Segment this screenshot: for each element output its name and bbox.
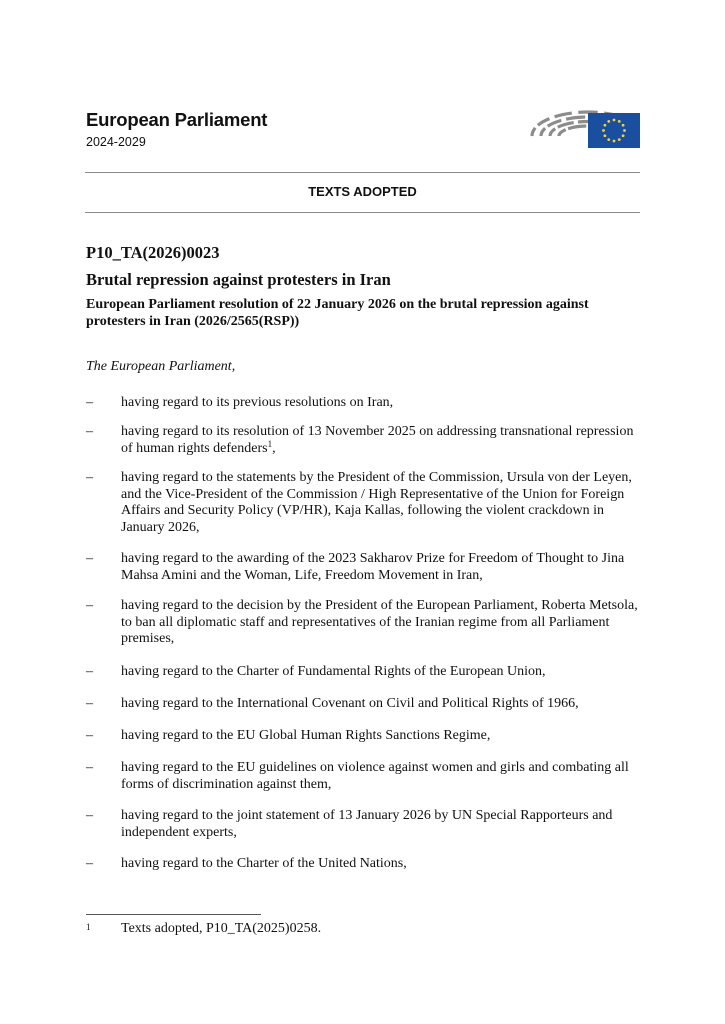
footnote-separator — [86, 914, 261, 915]
hemicycle-arc — [550, 129, 555, 136]
footnote-text: Texts adopted, P10_TA(2025)0258. — [121, 921, 322, 936]
eu-star — [607, 120, 610, 123]
footnote-number: 1 — [86, 922, 91, 932]
eu-star — [623, 129, 626, 132]
dash-bullet: – — [86, 598, 93, 613]
document-title: Brutal repression against protesters in Iran — [86, 270, 391, 289]
hemicycle-arc — [532, 128, 535, 136]
hemicycle-arc — [538, 119, 550, 126]
dash-bullet: – — [86, 856, 93, 871]
citation-item — [86, 808, 646, 841]
institution-name: European Parliament — [86, 109, 268, 130]
citation-item — [86, 760, 646, 793]
citation-item — [86, 424, 646, 457]
dash-bullet: – — [86, 664, 93, 679]
citation-text: having regard to the awarding of the 2023 Sakharov Prize for Freedom of Thought to Jina Mahsa Amini and the Woman, Life, Freedom Movement in Iran, — [121, 551, 625, 583]
citation-text: having regard to the statements by the President of the Commission, Ursula von der Leyen, and the Vice-President of the Commission / High Representative of the Union for Foreign Affairs and Security Policy (VP/HR), Kaja Kallas, following the violent crackdown in January 2026, — [121, 470, 632, 536]
eu-star — [613, 140, 616, 143]
citation-item — [86, 551, 646, 584]
hemicycle-arc — [568, 126, 586, 129]
dash-bullet: – — [86, 728, 93, 743]
citation-item — [86, 856, 646, 873]
dash-bullet: – — [86, 395, 93, 410]
eu-star — [613, 119, 616, 122]
eu-star — [622, 134, 625, 137]
document-type-heading: TEXTS ADOPTED — [308, 184, 417, 199]
dash-bullet: – — [86, 808, 93, 823]
eu-star — [604, 134, 607, 137]
european-parliament-logo — [526, 84, 640, 150]
dash-bullet: – — [86, 424, 93, 439]
eu-star — [604, 124, 607, 127]
dash-bullet: – — [86, 551, 93, 566]
citation-text: having regard to the Charter of the United Nations, — [121, 856, 407, 871]
citation-item — [86, 728, 646, 745]
dash-bullet: – — [86, 760, 93, 775]
citation-item — [86, 470, 646, 537]
citation-text — [121, 424, 646, 457]
preamble: The European Parliament, — [86, 359, 236, 374]
citation-text: having regard to its previous resolutions on Iran, — [121, 395, 394, 410]
hemicycle-arc — [566, 117, 585, 119]
document-reference: P10_TA(2026)0023 — [86, 243, 220, 262]
eu-star — [618, 138, 621, 141]
citation-item — [86, 696, 646, 713]
eu-star — [607, 138, 610, 141]
citation-text: having regard to the EU Global Human Rights Sanctions Regime, — [121, 728, 491, 743]
eu-star — [622, 124, 625, 127]
header-bottom-rule — [85, 212, 640, 213]
citation-item — [86, 598, 646, 648]
dash-bullet: – — [86, 696, 93, 711]
citation-punctuation: , — [272, 440, 276, 456]
hemicycle-arc — [555, 113, 572, 117]
eu-star — [618, 120, 621, 123]
citation-text: having regard to the joint statement of 13 January 2026 by UN Special Rapporteurs and independent experts, — [121, 808, 613, 840]
citation-text: having regard to the EU guidelines on violence against women and girls and combating all forms of discrimination against them, — [121, 760, 629, 792]
citation-text: having regard to the decision by the President of the European Parliament, Roberta Metsola, to ban all diplomatic staff and representatives of the Iranian regime from all Parliament premises, — [121, 598, 638, 647]
eu-star — [602, 129, 605, 132]
eu-flag-icon — [588, 113, 640, 148]
header-top-rule — [85, 172, 640, 173]
citation-body: having regard to its resolution of 13 November 2025 on addressing transnational repression of human rights defenders — [121, 424, 634, 456]
citation-text: having regard to the International Covenant on Civil and Political Rights of 1966, — [121, 696, 579, 711]
dash-bullet: – — [86, 470, 93, 485]
parliamentary-term: 2024-2029 — [86, 135, 146, 149]
footnote-reference[interactable]: 1 — [267, 438, 273, 449]
citation-text: having regard to the Charter of Fundamental Rights of the European Union, — [121, 664, 546, 679]
hemicycle-arc — [559, 130, 566, 136]
citation-item — [86, 395, 646, 412]
citation-item — [86, 664, 646, 681]
hemicycle-arc — [541, 128, 545, 136]
document-subtitle: European Parliament resolution of 22 January 2026 on the brutal repression against protesters in Iran (2026/2565(RSP)) — [86, 297, 589, 329]
